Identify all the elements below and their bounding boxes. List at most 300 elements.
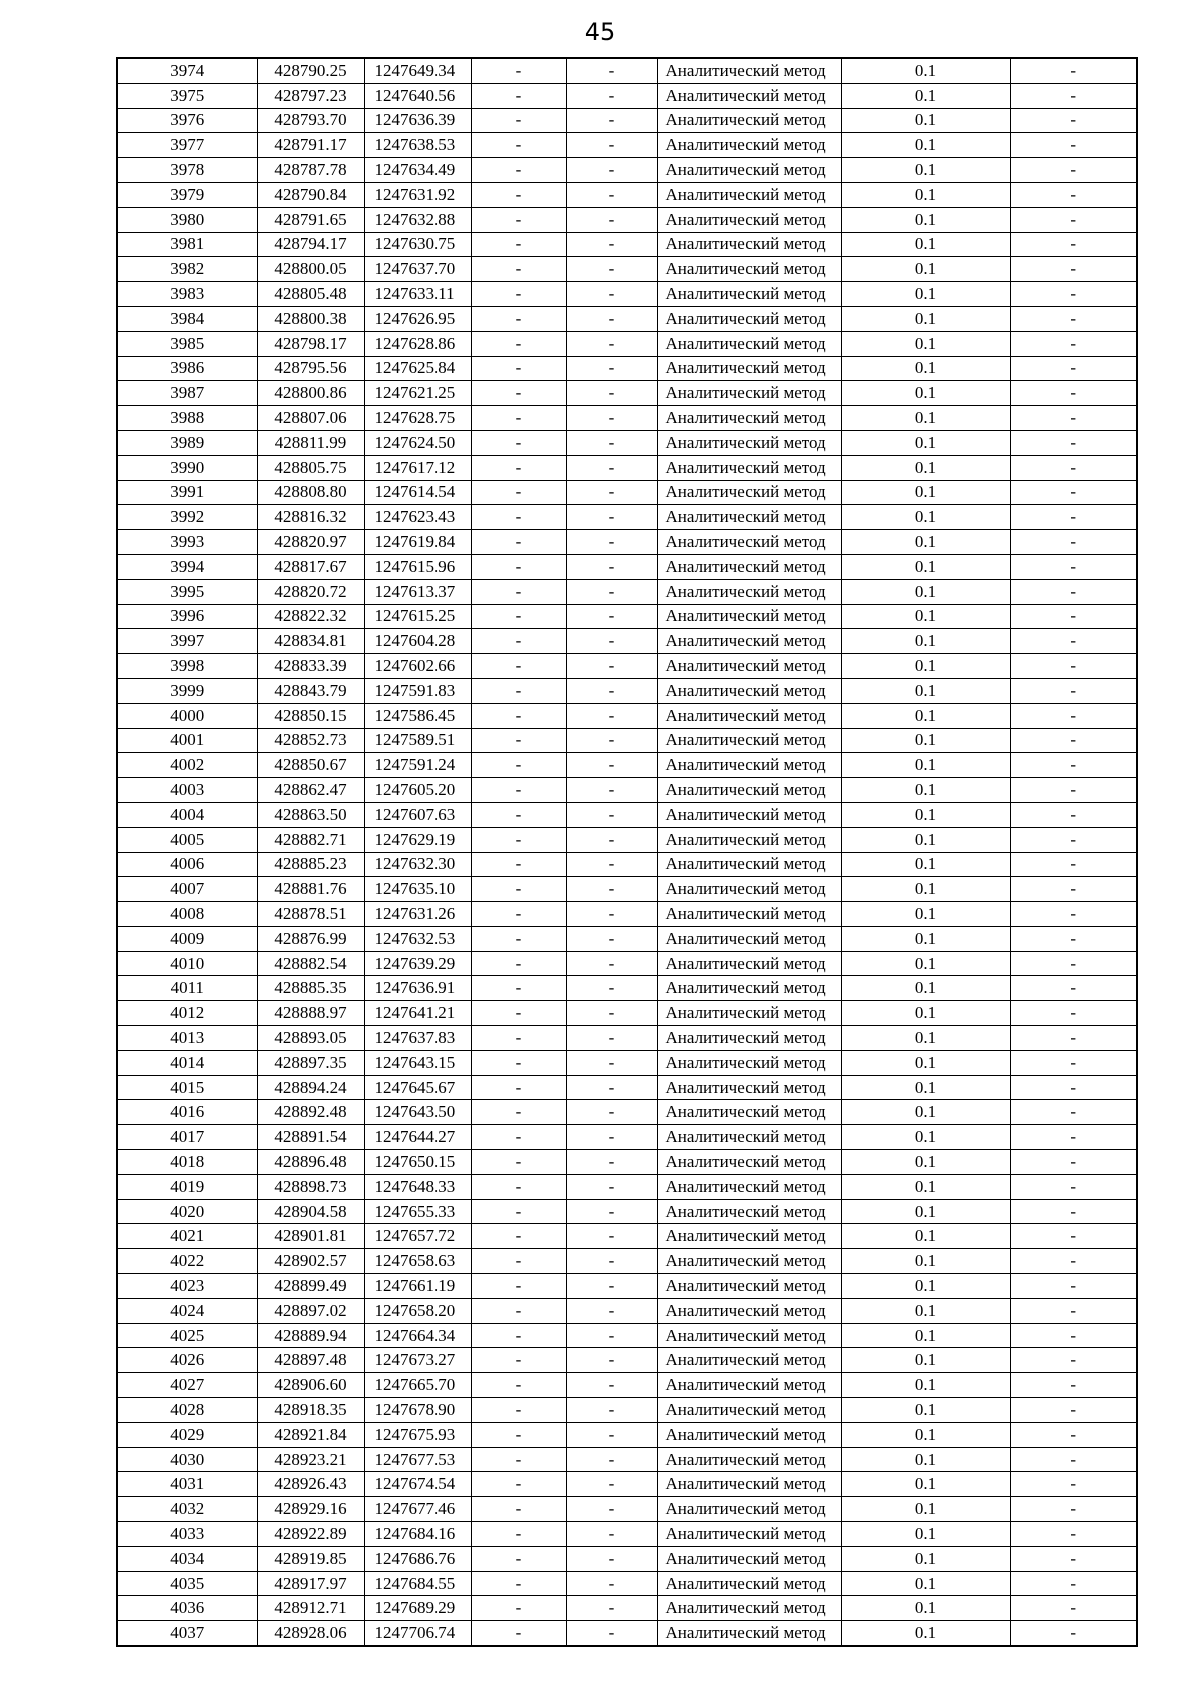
empty-value-cell: - xyxy=(1010,579,1137,604)
empty-value-cell: - xyxy=(566,1373,657,1398)
empty-value-cell: - xyxy=(471,1125,566,1150)
y-coordinate-cell: 1247613.37 xyxy=(364,579,471,604)
point-number-cell: 3983 xyxy=(117,282,257,307)
empty-value-cell: - xyxy=(471,778,566,803)
empty-value-cell: - xyxy=(1010,1224,1137,1249)
method-cell: Аналитический метод xyxy=(657,480,841,505)
table-row xyxy=(117,133,1137,158)
empty-value-cell: - xyxy=(471,852,566,877)
empty-value-cell: - xyxy=(566,1522,657,1547)
empty-value-cell: - xyxy=(471,1026,566,1051)
accuracy-cell: 0.1 xyxy=(841,133,1010,158)
y-coordinate-cell: 1247637.70 xyxy=(364,257,471,282)
point-number-cell: 4027 xyxy=(117,1373,257,1398)
method-cell: Аналитический метод xyxy=(657,1026,841,1051)
x-coordinate-cell: 428921.84 xyxy=(257,1422,364,1447)
point-number-cell: 3987 xyxy=(117,381,257,406)
accuracy-cell: 0.1 xyxy=(841,1522,1010,1547)
table-row xyxy=(117,778,1137,803)
method-cell: Аналитический метод xyxy=(657,827,841,852)
empty-value-cell: - xyxy=(566,1274,657,1299)
empty-value-cell: - xyxy=(471,58,566,83)
y-coordinate-cell: 1247631.92 xyxy=(364,182,471,207)
method-cell: Аналитический метод xyxy=(657,1497,841,1522)
y-coordinate-cell: 1247639.29 xyxy=(364,951,471,976)
point-number-cell: 4004 xyxy=(117,802,257,827)
accuracy-cell: 0.1 xyxy=(841,654,1010,679)
method-cell: Аналитический метод xyxy=(657,306,841,331)
method-cell: Аналитический метод xyxy=(657,1075,841,1100)
accuracy-cell: 0.1 xyxy=(841,778,1010,803)
method-cell: Аналитический метод xyxy=(657,654,841,679)
method-cell: Аналитический метод xyxy=(657,1001,841,1026)
method-cell: Аналитический метод xyxy=(657,1100,841,1125)
empty-value-cell: - xyxy=(566,1174,657,1199)
table-row xyxy=(117,1298,1137,1323)
point-number-cell: 4036 xyxy=(117,1596,257,1621)
y-coordinate-cell: 1247604.28 xyxy=(364,629,471,654)
empty-value-cell: - xyxy=(566,753,657,778)
accuracy-cell: 0.1 xyxy=(841,728,1010,753)
empty-value-cell: - xyxy=(566,1150,657,1175)
y-coordinate-cell: 1247619.84 xyxy=(364,530,471,555)
accuracy-cell: 0.1 xyxy=(841,1546,1010,1571)
accuracy-cell: 0.1 xyxy=(841,802,1010,827)
x-coordinate-cell: 428919.85 xyxy=(257,1546,364,1571)
empty-value-cell: - xyxy=(566,728,657,753)
point-number-cell: 3998 xyxy=(117,654,257,679)
y-coordinate-cell: 1247674.54 xyxy=(364,1472,471,1497)
point-number-cell: 4013 xyxy=(117,1026,257,1051)
accuracy-cell: 0.1 xyxy=(841,1373,1010,1398)
table-row xyxy=(117,108,1137,133)
empty-value-cell: - xyxy=(1010,430,1137,455)
method-cell: Аналитический метод xyxy=(657,1323,841,1348)
y-coordinate-cell: 1247636.91 xyxy=(364,976,471,1001)
table-row xyxy=(117,381,1137,406)
empty-value-cell: - xyxy=(1010,232,1137,257)
table-row xyxy=(117,554,1137,579)
accuracy-cell: 0.1 xyxy=(841,1497,1010,1522)
y-coordinate-cell: 1247649.34 xyxy=(364,58,471,83)
method-cell: Аналитический метод xyxy=(657,1422,841,1447)
point-number-cell: 4010 xyxy=(117,951,257,976)
x-coordinate-cell: 428843.79 xyxy=(257,678,364,703)
point-number-cell: 3977 xyxy=(117,133,257,158)
empty-value-cell: - xyxy=(566,430,657,455)
accuracy-cell: 0.1 xyxy=(841,1026,1010,1051)
y-coordinate-cell: 1247664.34 xyxy=(364,1323,471,1348)
empty-value-cell: - xyxy=(566,926,657,951)
table-row xyxy=(117,728,1137,753)
empty-value-cell: - xyxy=(1010,207,1137,232)
empty-value-cell: - xyxy=(566,1026,657,1051)
y-coordinate-cell: 1247648.33 xyxy=(364,1174,471,1199)
accuracy-cell: 0.1 xyxy=(841,306,1010,331)
accuracy-cell: 0.1 xyxy=(841,926,1010,951)
y-coordinate-cell: 1247689.29 xyxy=(364,1596,471,1621)
empty-value-cell: - xyxy=(1010,1125,1137,1150)
y-coordinate-cell: 1247686.76 xyxy=(364,1546,471,1571)
x-coordinate-cell: 428793.70 xyxy=(257,108,364,133)
y-coordinate-cell: 1247632.30 xyxy=(364,852,471,877)
x-coordinate-cell: 428885.35 xyxy=(257,976,364,1001)
accuracy-cell: 0.1 xyxy=(841,182,1010,207)
method-cell: Аналитический метод xyxy=(657,579,841,604)
y-coordinate-cell: 1247632.53 xyxy=(364,926,471,951)
empty-value-cell: - xyxy=(566,306,657,331)
empty-value-cell: - xyxy=(471,282,566,307)
table-row xyxy=(117,331,1137,356)
x-coordinate-cell: 428817.67 xyxy=(257,554,364,579)
empty-value-cell: - xyxy=(1010,1546,1137,1571)
table-row xyxy=(117,629,1137,654)
point-number-cell: 4001 xyxy=(117,728,257,753)
empty-value-cell: - xyxy=(471,802,566,827)
y-coordinate-cell: 1247678.90 xyxy=(364,1398,471,1423)
point-number-cell: 4033 xyxy=(117,1522,257,1547)
point-number-cell: 3996 xyxy=(117,604,257,629)
point-number-cell: 4015 xyxy=(117,1075,257,1100)
empty-value-cell: - xyxy=(471,455,566,480)
table-row xyxy=(117,1596,1137,1621)
method-cell: Аналитический метод xyxy=(657,1447,841,1472)
empty-value-cell: - xyxy=(566,331,657,356)
table-body xyxy=(117,58,1137,1646)
empty-value-cell: - xyxy=(471,207,566,232)
empty-value-cell: - xyxy=(1010,83,1137,108)
empty-value-cell: - xyxy=(1010,1249,1137,1274)
accuracy-cell: 0.1 xyxy=(841,1323,1010,1348)
empty-value-cell: - xyxy=(1010,728,1137,753)
empty-value-cell: - xyxy=(1010,1373,1137,1398)
empty-value-cell: - xyxy=(471,604,566,629)
empty-value-cell: - xyxy=(566,1050,657,1075)
empty-value-cell: - xyxy=(566,530,657,555)
point-number-cell: 4023 xyxy=(117,1274,257,1299)
accuracy-cell: 0.1 xyxy=(841,331,1010,356)
x-coordinate-cell: 428797.23 xyxy=(257,83,364,108)
table-row xyxy=(117,232,1137,257)
accuracy-cell: 0.1 xyxy=(841,480,1010,505)
y-coordinate-cell: 1247615.96 xyxy=(364,554,471,579)
table-row xyxy=(117,1001,1137,1026)
empty-value-cell: - xyxy=(471,1398,566,1423)
y-coordinate-cell: 1247658.20 xyxy=(364,1298,471,1323)
point-number-cell: 3974 xyxy=(117,58,257,83)
x-coordinate-cell: 428850.15 xyxy=(257,703,364,728)
empty-value-cell: - xyxy=(471,182,566,207)
method-cell: Аналитический метод xyxy=(657,877,841,902)
x-coordinate-cell: 428897.02 xyxy=(257,1298,364,1323)
method-cell: Аналитический метод xyxy=(657,406,841,431)
y-coordinate-cell: 1247637.83 xyxy=(364,1026,471,1051)
empty-value-cell: - xyxy=(471,381,566,406)
accuracy-cell: 0.1 xyxy=(841,554,1010,579)
accuracy-cell: 0.1 xyxy=(841,1001,1010,1026)
empty-value-cell: - xyxy=(1010,1199,1137,1224)
accuracy-cell: 0.1 xyxy=(841,158,1010,183)
table-row xyxy=(117,654,1137,679)
method-cell: Аналитический метод xyxy=(657,902,841,927)
table-row xyxy=(117,83,1137,108)
empty-value-cell: - xyxy=(471,1497,566,1522)
point-number-cell: 3994 xyxy=(117,554,257,579)
method-cell: Аналитический метод xyxy=(657,678,841,703)
x-coordinate-cell: 428917.97 xyxy=(257,1571,364,1596)
method-cell: Аналитический метод xyxy=(657,1224,841,1249)
empty-value-cell: - xyxy=(1010,530,1137,555)
method-cell: Аналитический метод xyxy=(657,1174,841,1199)
y-coordinate-cell: 1247602.66 xyxy=(364,654,471,679)
method-cell: Аналитический метод xyxy=(657,381,841,406)
point-number-cell: 4029 xyxy=(117,1422,257,1447)
empty-value-cell: - xyxy=(566,1075,657,1100)
point-number-cell: 4011 xyxy=(117,976,257,1001)
empty-value-cell: - xyxy=(471,1348,566,1373)
x-coordinate-cell: 428897.35 xyxy=(257,1050,364,1075)
table-row xyxy=(117,182,1137,207)
empty-value-cell: - xyxy=(566,629,657,654)
y-coordinate-cell: 1247677.53 xyxy=(364,1447,471,1472)
point-number-cell: 4034 xyxy=(117,1546,257,1571)
empty-value-cell: - xyxy=(566,1571,657,1596)
table-row xyxy=(117,1422,1137,1447)
table-row xyxy=(117,480,1137,505)
empty-value-cell: - xyxy=(1010,505,1137,530)
point-number-cell: 3976 xyxy=(117,108,257,133)
table-row xyxy=(117,1373,1137,1398)
table-row xyxy=(117,604,1137,629)
table-row xyxy=(117,877,1137,902)
table-row xyxy=(117,579,1137,604)
x-coordinate-cell: 428891.54 xyxy=(257,1125,364,1150)
empty-value-cell: - xyxy=(471,1199,566,1224)
method-cell: Аналитический метод xyxy=(657,554,841,579)
empty-value-cell: - xyxy=(566,108,657,133)
accuracy-cell: 0.1 xyxy=(841,1472,1010,1497)
accuracy-cell: 0.1 xyxy=(841,530,1010,555)
empty-value-cell: - xyxy=(471,654,566,679)
x-coordinate-cell: 428850.67 xyxy=(257,753,364,778)
empty-value-cell: - xyxy=(1010,1274,1137,1299)
method-cell: Аналитический метод xyxy=(657,926,841,951)
empty-value-cell: - xyxy=(566,579,657,604)
table-row xyxy=(117,902,1137,927)
empty-value-cell: - xyxy=(1010,455,1137,480)
table-row xyxy=(117,158,1137,183)
accuracy-cell: 0.1 xyxy=(841,1150,1010,1175)
accuracy-cell: 0.1 xyxy=(841,678,1010,703)
x-coordinate-cell: 428882.71 xyxy=(257,827,364,852)
x-coordinate-cell: 428800.38 xyxy=(257,306,364,331)
method-cell: Аналитический метод xyxy=(657,430,841,455)
accuracy-cell: 0.1 xyxy=(841,455,1010,480)
empty-value-cell: - xyxy=(1010,1150,1137,1175)
empty-value-cell: - xyxy=(1010,282,1137,307)
empty-value-cell: - xyxy=(1010,406,1137,431)
empty-value-cell: - xyxy=(471,1422,566,1447)
empty-value-cell: - xyxy=(471,1373,566,1398)
empty-value-cell: - xyxy=(566,1125,657,1150)
method-cell: Аналитический метод xyxy=(657,1472,841,1497)
method-cell: Аналитический метод xyxy=(657,1150,841,1175)
table-row xyxy=(117,1125,1137,1150)
empty-value-cell: - xyxy=(566,976,657,1001)
empty-value-cell: - xyxy=(471,158,566,183)
x-coordinate-cell: 428820.72 xyxy=(257,579,364,604)
table-row xyxy=(117,1571,1137,1596)
empty-value-cell: - xyxy=(566,852,657,877)
y-coordinate-cell: 1247665.70 xyxy=(364,1373,471,1398)
table-row xyxy=(117,1100,1137,1125)
accuracy-cell: 0.1 xyxy=(841,505,1010,530)
method-cell: Аналитический метод xyxy=(657,1571,841,1596)
empty-value-cell: - xyxy=(471,827,566,852)
x-coordinate-cell: 428800.05 xyxy=(257,257,364,282)
x-coordinate-cell: 428893.05 xyxy=(257,1026,364,1051)
empty-value-cell: - xyxy=(566,1596,657,1621)
y-coordinate-cell: 1247626.95 xyxy=(364,306,471,331)
x-coordinate-cell: 428904.58 xyxy=(257,1199,364,1224)
point-number-cell: 3984 xyxy=(117,306,257,331)
table-row xyxy=(117,306,1137,331)
table-row xyxy=(117,1075,1137,1100)
point-number-cell: 3985 xyxy=(117,331,257,356)
empty-value-cell: - xyxy=(566,1323,657,1348)
table-row xyxy=(117,430,1137,455)
y-coordinate-cell: 1247684.16 xyxy=(364,1522,471,1547)
empty-value-cell: - xyxy=(566,182,657,207)
empty-value-cell: - xyxy=(566,83,657,108)
table-row xyxy=(117,852,1137,877)
x-coordinate-cell: 428790.84 xyxy=(257,182,364,207)
table-row xyxy=(117,753,1137,778)
table-row xyxy=(117,926,1137,951)
empty-value-cell: - xyxy=(1010,1422,1137,1447)
method-cell: Аналитический метод xyxy=(657,182,841,207)
empty-value-cell: - xyxy=(471,1150,566,1175)
empty-value-cell: - xyxy=(471,1522,566,1547)
point-number-cell: 3989 xyxy=(117,430,257,455)
point-number-cell: 4032 xyxy=(117,1497,257,1522)
point-number-cell: 3988 xyxy=(117,406,257,431)
table-row xyxy=(117,1150,1137,1175)
empty-value-cell: - xyxy=(566,1546,657,1571)
y-coordinate-cell: 1247638.53 xyxy=(364,133,471,158)
empty-value-cell: - xyxy=(1010,629,1137,654)
y-coordinate-cell: 1247621.25 xyxy=(364,381,471,406)
table-row xyxy=(117,1546,1137,1571)
accuracy-cell: 0.1 xyxy=(841,1348,1010,1373)
empty-value-cell: - xyxy=(1010,902,1137,927)
point-number-cell: 4031 xyxy=(117,1472,257,1497)
accuracy-cell: 0.1 xyxy=(841,852,1010,877)
x-coordinate-cell: 428882.54 xyxy=(257,951,364,976)
y-coordinate-cell: 1247629.19 xyxy=(364,827,471,852)
accuracy-cell: 0.1 xyxy=(841,579,1010,604)
empty-value-cell: - xyxy=(471,902,566,927)
point-number-cell: 4018 xyxy=(117,1150,257,1175)
x-coordinate-cell: 428820.97 xyxy=(257,530,364,555)
table-row xyxy=(117,802,1137,827)
x-coordinate-cell: 428906.60 xyxy=(257,1373,364,1398)
empty-value-cell: - xyxy=(566,703,657,728)
method-cell: Аналитический метод xyxy=(657,753,841,778)
empty-value-cell: - xyxy=(471,629,566,654)
y-coordinate-cell: 1247614.54 xyxy=(364,480,471,505)
empty-value-cell: - xyxy=(566,133,657,158)
empty-value-cell: - xyxy=(471,331,566,356)
table-row xyxy=(117,1497,1137,1522)
empty-value-cell: - xyxy=(471,505,566,530)
y-coordinate-cell: 1247645.67 xyxy=(364,1075,471,1100)
y-coordinate-cell: 1247607.63 xyxy=(364,802,471,827)
x-coordinate-cell: 428811.99 xyxy=(257,430,364,455)
accuracy-cell: 0.1 xyxy=(841,1050,1010,1075)
empty-value-cell: - xyxy=(471,257,566,282)
x-coordinate-cell: 428899.49 xyxy=(257,1274,364,1299)
empty-value-cell: - xyxy=(471,554,566,579)
table-row xyxy=(117,1249,1137,1274)
empty-value-cell: - xyxy=(471,1249,566,1274)
accuracy-cell: 0.1 xyxy=(841,1125,1010,1150)
y-coordinate-cell: 1247631.26 xyxy=(364,902,471,927)
accuracy-cell: 0.1 xyxy=(841,58,1010,83)
empty-value-cell: - xyxy=(1010,257,1137,282)
empty-value-cell: - xyxy=(471,306,566,331)
method-cell: Аналитический метод xyxy=(657,58,841,83)
table-row xyxy=(117,1199,1137,1224)
x-coordinate-cell: 428800.86 xyxy=(257,381,364,406)
empty-value-cell: - xyxy=(566,381,657,406)
accuracy-cell: 0.1 xyxy=(841,877,1010,902)
point-number-cell: 3981 xyxy=(117,232,257,257)
point-number-cell: 3982 xyxy=(117,257,257,282)
y-coordinate-cell: 1247630.75 xyxy=(364,232,471,257)
empty-value-cell: - xyxy=(566,158,657,183)
empty-value-cell: - xyxy=(471,1298,566,1323)
empty-value-cell: - xyxy=(566,1497,657,1522)
empty-value-cell: - xyxy=(1010,306,1137,331)
x-coordinate-cell: 428902.57 xyxy=(257,1249,364,1274)
empty-value-cell: - xyxy=(1010,1497,1137,1522)
empty-value-cell: - xyxy=(1010,778,1137,803)
point-number-cell: 3990 xyxy=(117,455,257,480)
empty-value-cell: - xyxy=(566,232,657,257)
method-cell: Аналитический метод xyxy=(657,83,841,108)
empty-value-cell: - xyxy=(566,282,657,307)
empty-value-cell: - xyxy=(471,1224,566,1249)
table-row xyxy=(117,505,1137,530)
empty-value-cell: - xyxy=(1010,1050,1137,1075)
point-number-cell: 4020 xyxy=(117,1199,257,1224)
empty-value-cell: - xyxy=(471,133,566,158)
y-coordinate-cell: 1247643.15 xyxy=(364,1050,471,1075)
point-number-cell: 4025 xyxy=(117,1323,257,1348)
empty-value-cell: - xyxy=(1010,1174,1137,1199)
empty-value-cell: - xyxy=(566,1199,657,1224)
empty-value-cell: - xyxy=(566,58,657,83)
method-cell: Аналитический метод xyxy=(657,1274,841,1299)
method-cell: Аналитический метод xyxy=(657,1249,841,1274)
empty-value-cell: - xyxy=(1010,1075,1137,1100)
point-number-cell: 3980 xyxy=(117,207,257,232)
method-cell: Аналитический метод xyxy=(657,778,841,803)
x-coordinate-cell: 428881.76 xyxy=(257,877,364,902)
empty-value-cell: - xyxy=(1010,877,1137,902)
empty-value-cell: - xyxy=(471,480,566,505)
